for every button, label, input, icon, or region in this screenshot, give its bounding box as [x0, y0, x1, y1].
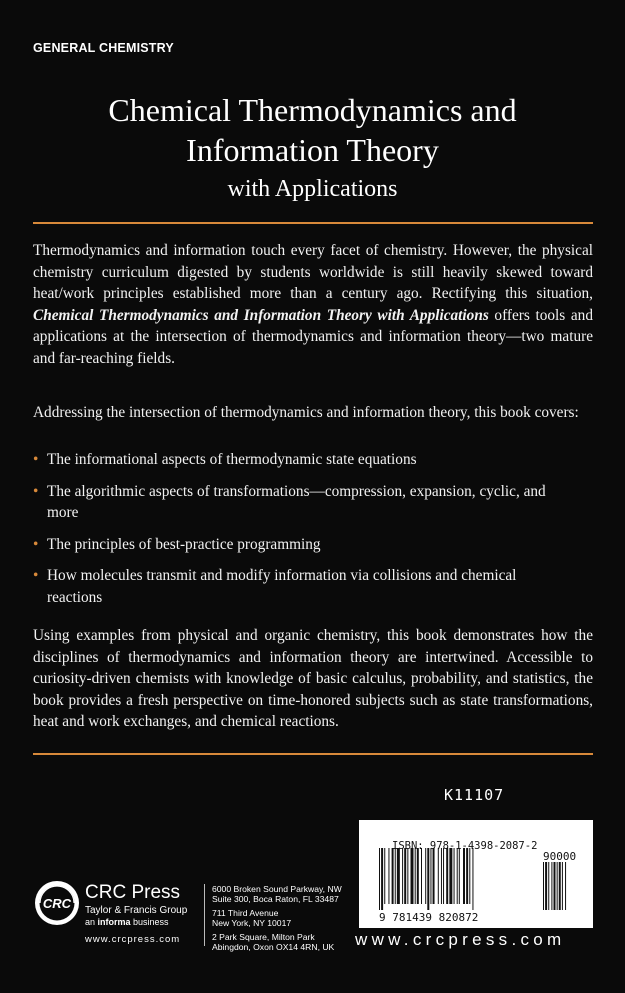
description-paragraph-3: Using examples from physical and organic chemistry, this book demonstrates how the disciplines of thermodynamics and information theory are intertwined. Accessible to curiosity-driven chemists with knowledge of basic calculus, probability, and statistics, the book provides a fresh perspective on time-honored subjects such as state transformations, heat and work exchanges, and chemical reactions.: [33, 627, 593, 730]
bullet-icon: •: [33, 535, 39, 553]
list-item: [33, 565, 553, 608]
bullet-icon: •: [33, 451, 39, 468]
list-item-text: How molecules transmit and modify information via collisions and chemical reactions: [47, 567, 517, 606]
list-item: [33, 449, 553, 471]
isbn-text: ISBN: 978-1-4398-2087-2: [392, 840, 538, 852]
publisher-block: [85, 883, 187, 928]
crc-logo-icon: [34, 880, 80, 926]
address-line: 2 Park Square, Milton Park: [212, 931, 315, 942]
publisher-url-small[interactable]: www.crcpress.com: [85, 934, 181, 945]
bullet-icon: •: [33, 482, 39, 500]
publisher-business: an informa business: [85, 917, 169, 927]
logo-text: CRC: [42, 896, 72, 911]
address-line: 711 Third Avenue: [212, 907, 279, 918]
publisher-name: CRC Press: [85, 882, 181, 903]
list-item-text: The principles of best-practice programming: [47, 535, 321, 553]
book-subtitle: with Applications: [227, 176, 398, 202]
barcode-panel: [359, 820, 593, 928]
address-divider: [204, 884, 205, 946]
bullet-icon: •: [33, 567, 39, 584]
list-item: [33, 481, 553, 524]
address-line: Suite 300, Boca Raton, FL 33487: [212, 894, 339, 905]
para1-text-a: Thermodynamics and information touch every facet of chemistry. However, the physical chemistry curriculum digested by students worldwide is still heavily skewed toward heat/work principles established more than a century ago. Rectifying this situation,: [33, 242, 593, 302]
publisher-addresses: [212, 884, 342, 952]
publisher-group: Taylor & Francis Group: [85, 905, 188, 916]
top-divider: [33, 222, 593, 224]
list-item-text: The algorithmic aspects of transformations—compression, expansion, cyclic, and more: [47, 482, 546, 521]
barcode-digits: 9 781439 820872: [379, 911, 479, 924]
catalog-code: K11107: [444, 786, 505, 804]
title-line-2: Information Theory: [186, 132, 439, 168]
para1-text-b: offers tools and applications at the intersection of thermodynamics and information theory—two mature and far-reaching fields.: [33, 306, 593, 367]
address-line: 6000 Broken Sound Parkway, NW: [212, 884, 342, 894]
list-item: [33, 534, 553, 556]
series-label: GENERAL CHEMISTRY: [33, 41, 174, 55]
description-paragraph-2: Addressing the intersection of thermodynamics and information theory, this book covers:: [33, 404, 579, 421]
para1-book-title: Chemical Thermodynamics and Information Theory with Applications: [33, 306, 489, 324]
address-line: Abingdon, Oxon OX14 4RN, UK: [212, 942, 335, 953]
description-paragraph-1: [33, 240, 593, 369]
title-line-1: Chemical Thermodynamics and: [108, 92, 517, 128]
list-item-text: The informational aspects of thermodynamic state equations: [47, 451, 417, 468]
barcode-addon-digits: 90000: [543, 850, 577, 863]
bottom-divider: [33, 753, 593, 755]
publisher-url-large[interactable]: www.crcpress.com: [355, 930, 566, 949]
topic-list: [33, 449, 553, 608]
address-line: New York, NY 10017: [212, 918, 292, 929]
book-title: [0, 90, 625, 170]
